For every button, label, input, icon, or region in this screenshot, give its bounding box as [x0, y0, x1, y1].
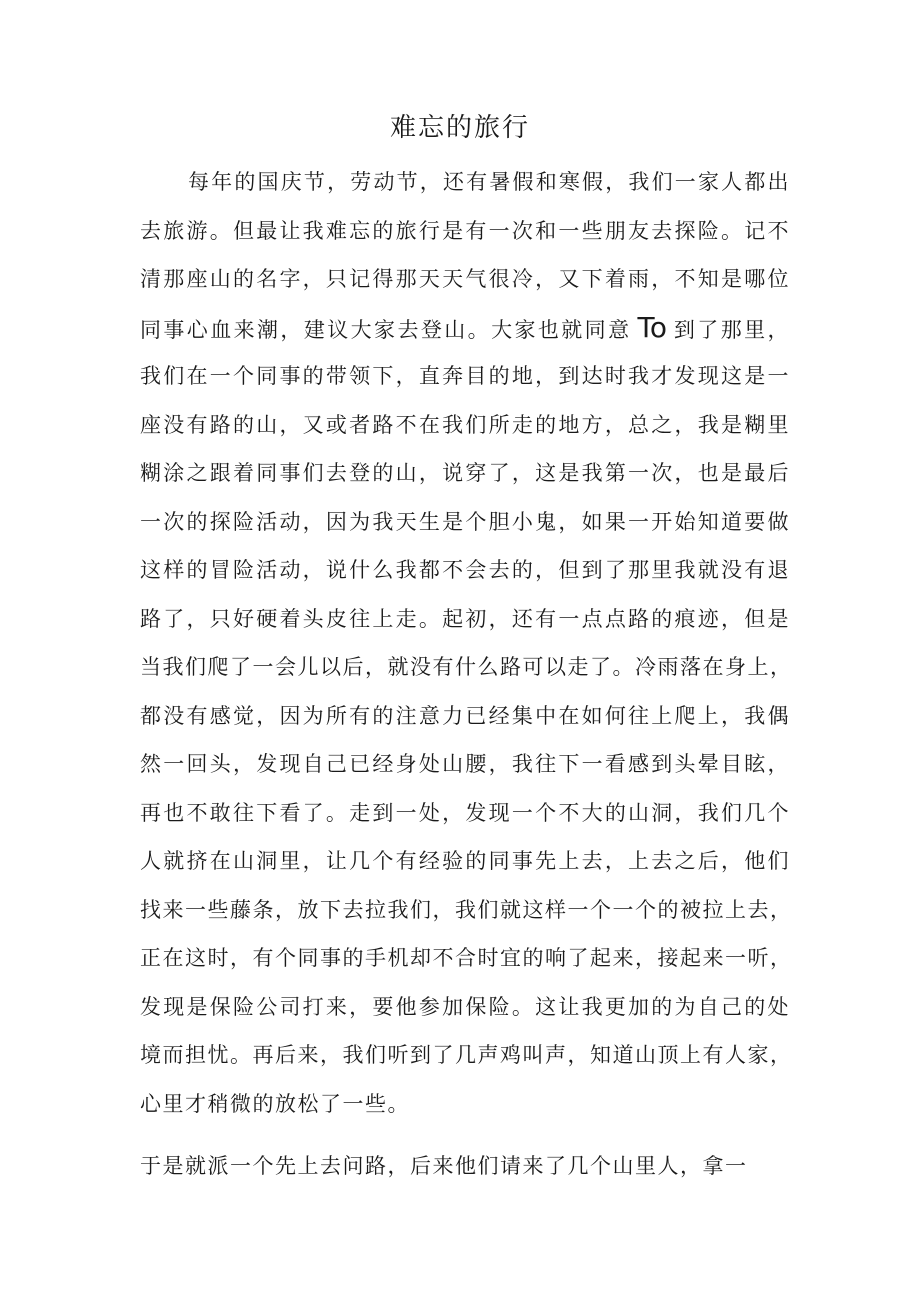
text-line: 境而担忧。再后来，我们听到了几声鸡叫声，知道山顶上有人家，: [140, 1043, 793, 1067]
text-line: 人就挤在山洞里，让几个有经验的同事先上去，上去之后，他们: [140, 849, 790, 873]
text-line: 去旅游。但最让我难忘的旅行是有一次和一些朋友去探险。记不: [140, 218, 790, 243]
text-line: 清那座山的名字，只记得那天天气很冷，又下着雨，不知是哪位: [140, 267, 790, 291]
text-line: 找来一些藤条，放下去拉我们，我们就这样一个一个的被拉上去，: [140, 897, 793, 922]
text-line-with-latin: [140, 304, 790, 353]
text-segment: 同事心血来潮，建议大家去登山。大家也就同意: [140, 317, 632, 342]
text-line: 这样的冒险活动，说什么我都不会去的，但到了那里我就没有退: [140, 558, 790, 582]
text-segment: 到了那里，: [672, 317, 791, 342]
text-line: 一次的探险活动，因为我天生是个胆小鬼，如果一开始知道要做: [140, 509, 790, 534]
text-line: 我们在一个同事的带领下，直奔目的地，到达时我才发现这是一: [140, 364, 790, 388]
body-text: [140, 158, 793, 1191]
text-line: 心里才稍微的放松了一些。: [140, 1091, 410, 1116]
text-line: 路了，只好硬着头皮往上走。起初，还有一点点路的痕迹，但是: [140, 606, 790, 631]
document-title: 难忘的旅行: [389, 113, 530, 143]
text-line: 发现是保险公司打来，要他参加保险。这让我更加的为自己的处: [140, 994, 790, 1019]
text-line: 糊涂之跟着同事们去登的山，说穿了，这是我第一次，也是最后: [140, 461, 790, 485]
text-line: 当我们爬了一会儿以后，就没有什么路可以走了。冷雨落在身上，: [140, 655, 793, 679]
text-line: 每年的国庆节，劳动节，还有暑假和寒假，我们一家人都出: [188, 170, 790, 194]
text-line: 正在这时，有个同事的手机却不合时宜的响了起来，接起来一听，: [140, 946, 793, 970]
text-line: 座没有路的山，又或者路不在我们所走的地方，总之，我是糊里: [140, 412, 790, 437]
text-line: 再也不敢往下看了。走到一处，发现一个不大的山洞，我们几个: [140, 800, 790, 825]
text-line: 都没有感觉，因为所有的注意力已经集中在如何往上爬上，我偶: [140, 703, 790, 728]
text-line: 然一回头，发现自己已经身处山腰，我往下一看感到头晕目眩，: [140, 752, 790, 776]
inline-latin-text: To: [637, 310, 667, 344]
text-line: 于是就派一个先上去问路，后来他们请来了几个山里人，拿一: [140, 1154, 748, 1178]
